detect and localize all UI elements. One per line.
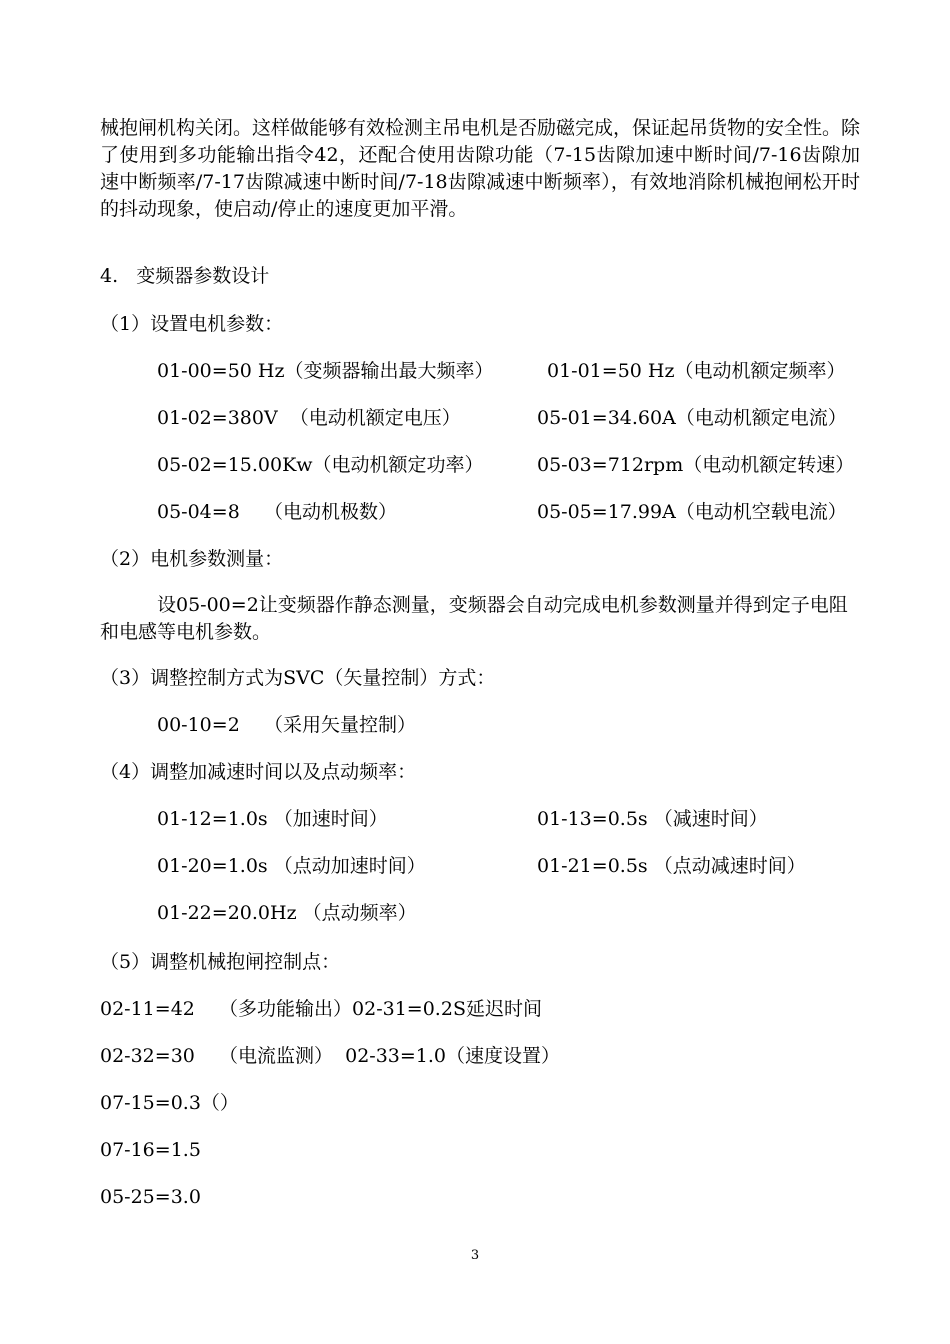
brake-line: 02-11=42 （多功能输出）02-31=0.2S延迟时间 bbox=[100, 998, 542, 1020]
param-row: 05-02=15.00Kw（电动机额定功率） bbox=[157, 454, 484, 476]
param-row: 01-12=1.0s （加速时间） bbox=[157, 808, 388, 830]
param-row: 01-01=50 Hz（电动机额定频率） bbox=[547, 360, 846, 382]
param-row: 01-20=1.0s （点动加速时间） bbox=[157, 855, 426, 877]
param-row: 01-22=20.0Hz （点动频率） bbox=[157, 902, 417, 924]
brake-line: 05-25=3.0 bbox=[100, 1186, 201, 1208]
step1-heading: （1）设置电机参数： bbox=[100, 313, 284, 335]
brake-line: 02-32=30 （电流监测） 02-33=1.0（速度设置） bbox=[100, 1045, 561, 1067]
page-number: 3 bbox=[470, 1248, 480, 1263]
intro-paragraph: 械抱闸机构关闭。这样做能够有效检测主吊电机是否励磁完成，保证起吊货物的安全性。除了使用到多功能输出指令42，还配合使用齿隙功能（7-15齿隙加速中断时间/7-16齿隙加速中断频率/7-17齿隙减速中断时间/7-18齿隙减速中断频率），有效地消除机械抱闸松开时的抖动现象，使启动/停止的速度更加平滑。 bbox=[100, 117, 861, 220]
param-row: 00-10=2 （采用矢量控制） bbox=[157, 714, 416, 736]
param-row: 05-03=712rpm（电动机额定转速） bbox=[537, 454, 855, 476]
param-row: 05-01=34.60A（电动机额定电流） bbox=[537, 407, 847, 429]
param-row: 05-04=8 （电动机极数） bbox=[157, 501, 397, 523]
step5-heading: （5）调整机械抱闸控制点： bbox=[100, 951, 341, 973]
step3-heading: （3）调整控制方式为SVC（矢量控制）方式： bbox=[100, 667, 496, 689]
step4-heading: （4）调整加减速时间以及点动频率： bbox=[100, 761, 417, 783]
param-row: 01-00=50 Hz（变频器输出最大频率） bbox=[157, 360, 494, 382]
brake-line: 07-15=0.3（） bbox=[100, 1092, 239, 1114]
brake-line: 07-16=1.5 bbox=[100, 1139, 201, 1161]
step2-text: 设05-00=2让变频器作静态测量，变频器会自动完成电机参数测量并得到定子电阻和电感等电机参数。 bbox=[100, 594, 848, 643]
param-row: 01-13=0.5s （减速时间） bbox=[537, 808, 768, 830]
section-heading: 4. 变频器参数设计 bbox=[100, 265, 270, 287]
param-row: 01-21=0.5s （点动减速时间） bbox=[537, 855, 806, 877]
param-row: 01-02=380V （电动机额定电压） bbox=[157, 407, 461, 429]
step2-heading: （2）电机参数测量： bbox=[100, 548, 284, 570]
param-row: 05-05=17.99A（电动机空载电流） bbox=[537, 501, 847, 523]
